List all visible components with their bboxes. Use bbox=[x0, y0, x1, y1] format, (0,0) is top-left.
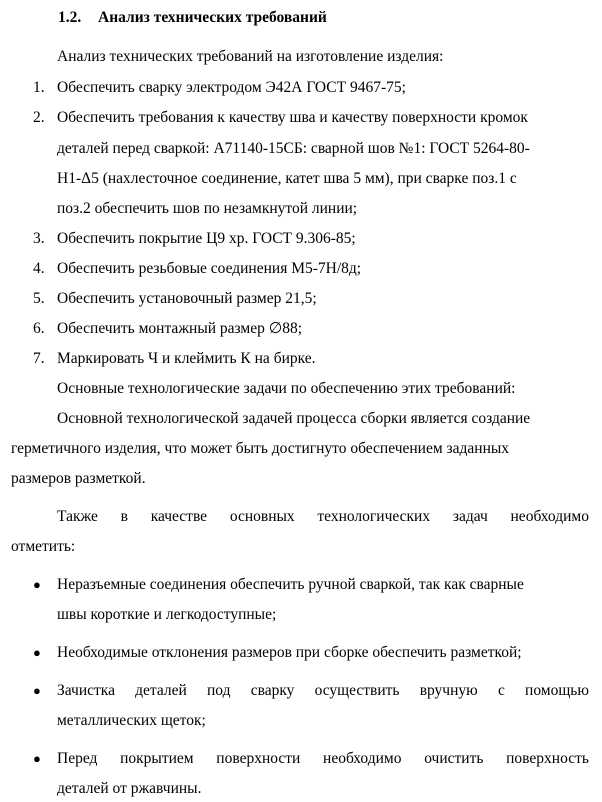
word: необходимо bbox=[323, 750, 402, 767]
word: помощью bbox=[525, 682, 589, 699]
word: сварку bbox=[250, 682, 295, 699]
word: Зачистка bbox=[57, 682, 115, 699]
word: качестве bbox=[150, 508, 208, 525]
paragraph-line: Основной технологической задачей процесса сборки является создание bbox=[57, 410, 531, 427]
section-title: Анализ технических требований bbox=[98, 9, 327, 26]
word: покрытием bbox=[120, 750, 194, 767]
word: Также bbox=[57, 508, 98, 525]
bullet-icon: ● bbox=[33, 751, 41, 766]
paragraph-line: герметичного изделия, что может быть достигнуто обеспечением заданных bbox=[11, 440, 510, 457]
bullet-icon: ● bbox=[33, 683, 41, 698]
list-number: 2. bbox=[33, 109, 45, 126]
requirement-line: Обеспечить резьбовые соединения М5-7Н/8д; bbox=[57, 260, 362, 277]
requirement-line: Н1-Δ5 (нахлесточное соединение, катет шва 5 мм), при сварке поз.1 с bbox=[57, 170, 517, 187]
word: поверхности bbox=[216, 750, 301, 767]
bullet-line: швы короткие и легкодоступные; bbox=[57, 606, 277, 623]
list-number: 7. bbox=[33, 350, 45, 367]
word: в bbox=[120, 508, 128, 525]
paragraph-line: размеров разметкой. bbox=[11, 470, 146, 487]
word: вручную bbox=[419, 682, 478, 699]
list-number: 1. bbox=[33, 79, 45, 96]
list-number: 5. bbox=[33, 290, 45, 307]
list-number: 3. bbox=[33, 230, 45, 247]
requirement-line: Обеспечить сварку электродом Э42А ГОСТ 9467-75; bbox=[57, 79, 406, 96]
also-line-justified bbox=[57, 507, 589, 527]
requirement-line: Обеспечить требования к качеству шва и качеству поверхности кромок bbox=[57, 109, 528, 126]
word: основных bbox=[229, 508, 295, 525]
requirement-line: поз.2 обеспечить шов по незамкнутой линии; bbox=[57, 200, 358, 217]
bullet-line-justified bbox=[57, 681, 589, 701]
list-number: 6. bbox=[33, 320, 45, 337]
requirement-line: деталей перед сваркой: А71140-15СБ: сварной шов №1: ГОСТ 5264-80- bbox=[57, 140, 530, 157]
word: под bbox=[207, 682, 231, 699]
word: с bbox=[497, 682, 505, 699]
bullet-line: Неразъемные соединения обеспечить ручной сваркой, так как сварные bbox=[57, 576, 524, 593]
requirement-line: Обеспечить монтажный размер ∅88; bbox=[57, 320, 303, 337]
word: необходимо bbox=[510, 508, 589, 525]
requirement-line: Обеспечить установочный размер 21,5; bbox=[57, 290, 317, 307]
bullet-line: Необходимые отклонения размеров при сборке обеспечить разметкой; bbox=[57, 644, 522, 661]
word: технологических bbox=[317, 508, 431, 525]
requirement-line: Маркировать Ч и клеймить К на бирке. bbox=[57, 350, 316, 367]
word: очистить bbox=[424, 750, 484, 767]
section-number: 1.2. bbox=[58, 9, 82, 26]
word: поверхность bbox=[506, 750, 589, 767]
list-number: 4. bbox=[33, 260, 45, 277]
bullet-line-justified bbox=[57, 749, 589, 769]
bullet-line: металлических щеток; bbox=[57, 712, 206, 729]
bullet-line: деталей от ржавчины. bbox=[57, 780, 202, 797]
word: Перед bbox=[57, 750, 98, 767]
requirement-line: Обеспечить покрытие Ц9 хр. ГОСТ 9.306-85; bbox=[57, 230, 356, 247]
paragraph-line: отметить: bbox=[11, 538, 76, 555]
word: осуществить bbox=[314, 682, 400, 699]
word: деталей bbox=[135, 682, 187, 699]
intro-text: Анализ технических требований на изготовление изделия: bbox=[57, 48, 444, 65]
bullet-icon: ● bbox=[33, 577, 41, 592]
word: задач bbox=[452, 508, 488, 525]
bullet-icon: ● bbox=[33, 645, 41, 660]
tasks-intro-text: Основные технологические задачи по обеспечению этих требований: bbox=[57, 380, 516, 397]
